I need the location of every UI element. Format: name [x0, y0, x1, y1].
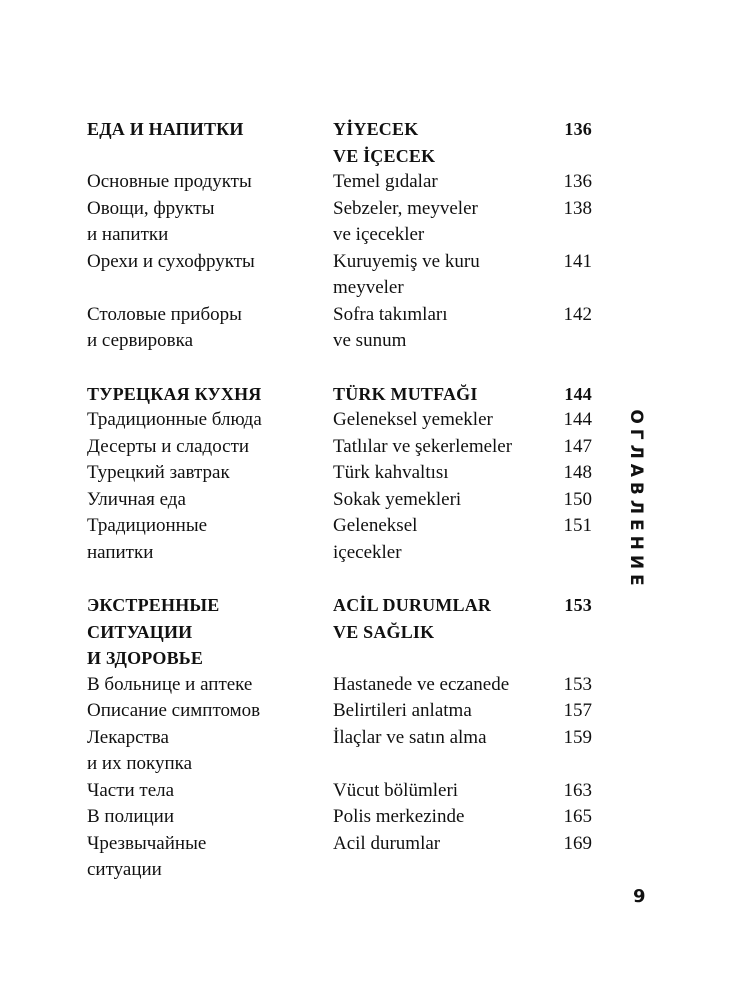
toc-entry — [87, 487, 597, 514]
toc-entry — [87, 249, 597, 302]
entry-ru: Традиционные блюда — [87, 409, 262, 430]
page-number: 9 — [633, 886, 646, 907]
entry-tr: Sokak yemekleri — [333, 488, 462, 510]
entry-page: 141 — [563, 250, 592, 272]
entry-ru: Овощи, фрукты и напитки — [87, 197, 215, 245]
entry-tr: Sofra takımları ve sunum — [333, 303, 448, 351]
entry-ru: Орехи и сухофрукты — [87, 250, 255, 272]
entry-ru: Основные продукты — [87, 171, 252, 192]
heading-tr: ACİL DURUMLAR VE SAĞLIK — [333, 595, 492, 642]
entry-page: 144 — [563, 409, 592, 430]
entry-tr: Temel gıdalar — [333, 171, 438, 192]
toc-entry — [87, 513, 597, 566]
toc-section — [87, 116, 597, 355]
toc-entry — [87, 672, 597, 699]
toc-entry — [87, 302, 597, 355]
table-of-contents — [87, 116, 597, 910]
toc-entry — [87, 196, 597, 249]
entry-ru: Десерты и сладости — [87, 435, 250, 457]
toc-entry — [87, 831, 597, 884]
entry-ru: Турецкий завтрак — [87, 462, 230, 483]
entry-tr: Acil durumlar — [333, 832, 441, 854]
section-heading — [87, 592, 597, 672]
entry-page: 153 — [563, 673, 592, 695]
toc-section — [87, 592, 597, 884]
heading-page: 144 — [564, 383, 592, 404]
entry-page: 147 — [563, 435, 592, 457]
section-heading — [87, 116, 597, 169]
toc-entry — [87, 169, 597, 196]
entry-page: 142 — [563, 303, 592, 325]
entry-tr: Sebzeler, meyveler ve içecekler — [333, 197, 478, 245]
entry-page: 163 — [563, 779, 592, 801]
entry-ru: Чрезвычайные ситуации — [87, 832, 207, 880]
entry-tr: Geleneksel yemekler — [333, 409, 493, 430]
entry-page: 138 — [563, 197, 592, 219]
entry-ru: В больнице и аптеке — [87, 673, 253, 695]
toc-section — [87, 381, 597, 567]
toc-entry — [87, 434, 597, 461]
entry-page: 151 — [563, 515, 592, 536]
entry-ru: Части тела — [87, 779, 175, 801]
heading-page: 153 — [564, 595, 592, 615]
entry-ru: Столовые приборы и сервировка — [87, 303, 242, 351]
entry-tr: Türk kahvaltısı — [333, 462, 449, 483]
entry-page: 169 — [563, 832, 592, 854]
entry-page: 159 — [563, 726, 592, 748]
entry-page: 136 — [563, 171, 592, 192]
heading-ru: ТУРЕЦКАЯ КУХНЯ — [87, 383, 262, 404]
entry-page: 165 — [563, 806, 592, 827]
entry-tr: Kuruyemiş ve kuru meyveler — [333, 250, 480, 298]
entry-ru: Уличная еда — [87, 488, 186, 510]
entry-tr: İlaçlar ve satın alma — [333, 726, 487, 748]
entry-page: 157 — [563, 700, 592, 721]
toc-entry — [87, 698, 597, 725]
toc-entry — [87, 407, 597, 434]
toc-entry — [87, 778, 597, 805]
heading-tr: TÜRK MUTFAĞI — [333, 383, 478, 404]
entry-page: 148 — [563, 462, 592, 483]
entry-ru: Лекарства и их покупка — [87, 726, 193, 774]
entry-tr: Vücut bölümleri — [333, 779, 459, 801]
entry-ru: Описание симптомов — [87, 700, 261, 721]
entry-tr: Tatlılar ve şekerlemeler — [333, 435, 513, 457]
entry-tr: Polis merkezinde — [333, 806, 465, 827]
heading-ru: ЭКСТРЕННЫЕ СИТУАЦИИ И ЗДОРОВЬЕ — [87, 595, 220, 668]
toc-entry — [87, 460, 597, 487]
entry-tr: Belirtileri anlatma — [333, 700, 472, 721]
entry-ru: В полиции — [87, 806, 174, 827]
heading-ru: ЕДА И НАПИТКИ — [87, 119, 244, 139]
entry-ru: Традиционные напитки — [87, 515, 208, 563]
section-heading — [87, 381, 597, 408]
entry-page: 150 — [563, 488, 592, 510]
heading-tr: YİYECEK VE İÇECEK — [333, 119, 436, 166]
entry-tr: Geleneksel içecekler — [333, 515, 418, 563]
toc-entry — [87, 725, 597, 778]
heading-page: 136 — [564, 119, 592, 139]
entry-tr: Hastanede ve eczanede — [333, 673, 510, 695]
side-title: ОГЛАВЛЕНИЕ — [626, 409, 646, 591]
toc-entry — [87, 804, 597, 831]
